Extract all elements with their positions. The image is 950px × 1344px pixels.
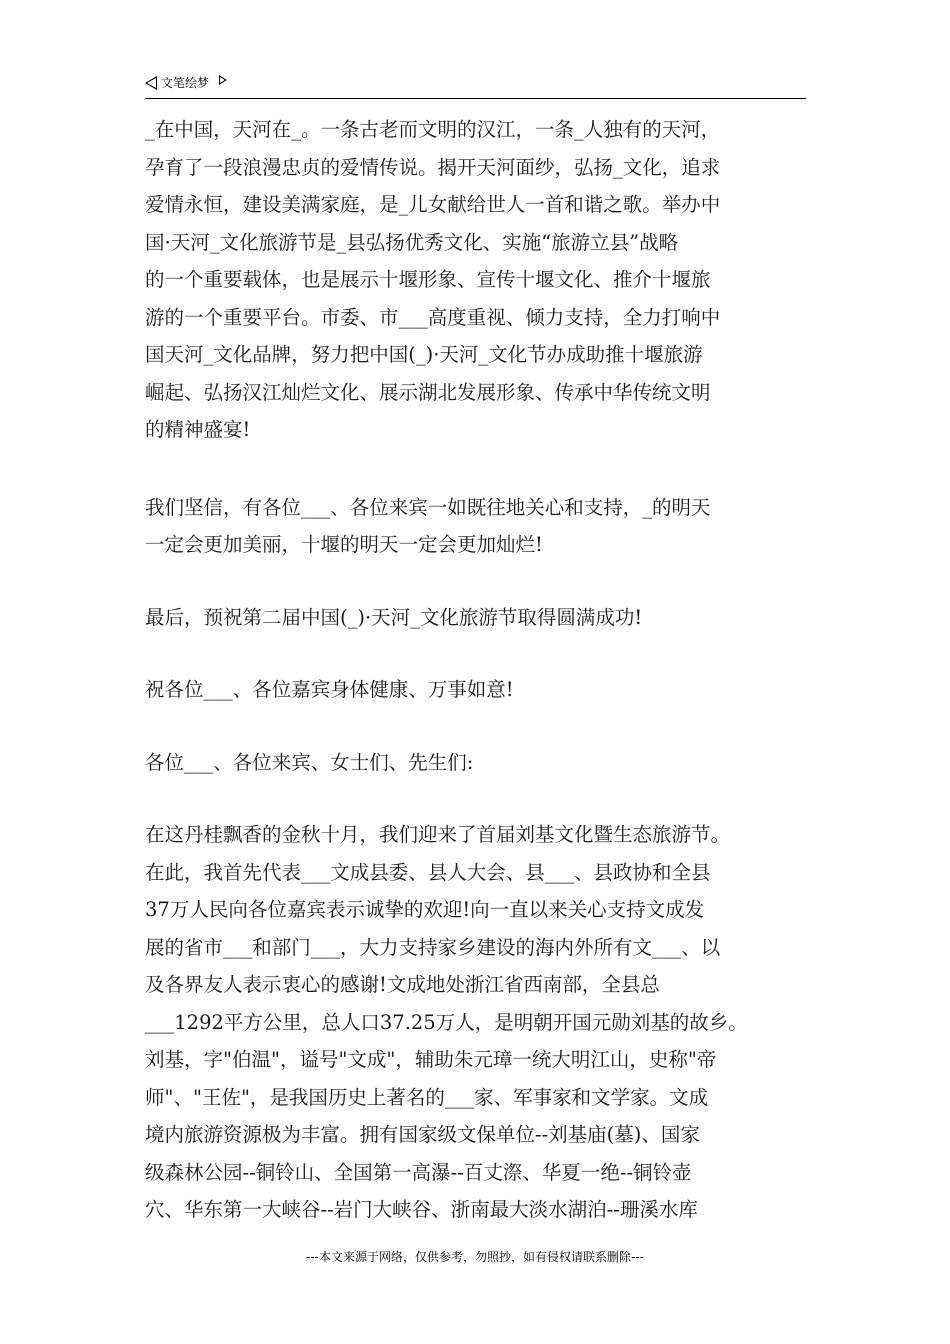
text-line: 37万人民向各位嘉宾表示诚挚的欢迎!向一直以来关心支持文成发 [145, 898, 705, 921]
text-line: 我们坚信，有各位___、各位来宾一如既往地关心和支持，_的明天 [145, 495, 711, 519]
text-line: 师"、"王佐"，是我国历史上著名的___家、军事家和文学家。文成 [145, 1085, 709, 1109]
paragraph-spacer [145, 636, 815, 671]
text-line: 在这丹桂飘香的金秋十月，我们迎来了首届刘基文化暨生态旅游节。 [145, 823, 731, 846]
paragraph-5 [145, 744, 815, 782]
text-line: 国·天河_文化旅游节是_县弘扬优秀文化、实施“旅游立县”战略 [145, 230, 679, 254]
document-body [145, 111, 815, 1229]
text-line: 的精神盛宴! [145, 418, 251, 441]
text-line: 游的一个重要平台。市委、市___高度重视、倾力支持，全力打响中 [145, 305, 721, 329]
text-line: ___1292平方公里，总人口37.25万人，是明朝开国元勋刘基的故乡。 [145, 1010, 748, 1034]
paragraph-1 [145, 111, 815, 449]
paragraph-3 [145, 599, 815, 637]
paragraph-spacer [145, 449, 815, 489]
right-triangle-icon [219, 75, 227, 85]
paragraph-2 [145, 489, 815, 564]
paragraph-6 [145, 816, 815, 1229]
page-header [145, 74, 806, 99]
left-triangle-icon [145, 76, 157, 90]
text-line: 国天河_文化品牌，努力把中国(_)·天河_文化节办成助推十堰旅游 [145, 343, 703, 366]
text-line: 崛起、弘扬汉江灿烂文化、展示湖北发展形象、传承中华传统文明 [145, 380, 711, 404]
text-line: 及各界友人表示衷心的感谢!文成地处浙江省西南部，全县总 [145, 973, 660, 996]
text-line: 级森林公园--铜铃山、全国第一高瀑--百丈漈、华夏一绝--铜铃壶 [145, 1160, 692, 1184]
header-title: 文笔绘梦 [161, 76, 210, 90]
text-line: _在中国，天河在_。一条古老而文明的汉江，一条_人独有的天河， [145, 118, 721, 141]
text-line: 展的省市___和部门___，大力支持家乡建设的海内外所有文___、以 [145, 935, 721, 959]
paragraph-4 [145, 671, 815, 709]
text-line: 爱情永恒，建设美满家庭，是_儿女献给世人一首和谐之歌。举办中 [145, 193, 721, 216]
header-brand [145, 74, 227, 91]
text-line: 祝各位___、各位嘉宾身体健康、万事如意! [145, 678, 514, 701]
text-line: 的一个重要载体，也是展示十堰形象、宣传十堰文化、推介十堰旅 [145, 268, 711, 291]
paragraph-spacer [145, 564, 815, 599]
text-line: 在此，我首先代表___文成县委、县人大会、县___、县政协和全县 [145, 860, 711, 884]
paragraph-spacer [145, 709, 815, 744]
text-line: 一定会更加美丽，十堰的明天一定会更加灿烂! [145, 533, 543, 556]
text-line: 各位___、各位来宾、女士们、先生们: [145, 750, 474, 774]
text-line: 穴、华东第一大峡谷--岩门大峡谷、浙南最大淡水湖泊--珊溪水库 [145, 1198, 698, 1221]
text-line: 境内旅游资源极为丰富。拥有国家级文保单位--刘基庙(墓)、国家 [145, 1123, 700, 1146]
page-footer: ---本文来源于网络，仅供参考，勿照抄，如有侵权请联系删除--- [306, 1250, 644, 1264]
text-line: 刘基，字"伯温"，谥号"文成"，辅助朱元璋一统大明江山，史称"帝 [145, 1048, 717, 1071]
text-line: 最后，预祝第二届中国(_)·天河_文化旅游节取得圆满成功! [145, 605, 643, 629]
text-line: 孕育了一段浪漫忠贞的爱情传说。揭开天河面纱，弘扬_文化，追求 [145, 155, 721, 179]
paragraph-spacer [145, 781, 815, 816]
